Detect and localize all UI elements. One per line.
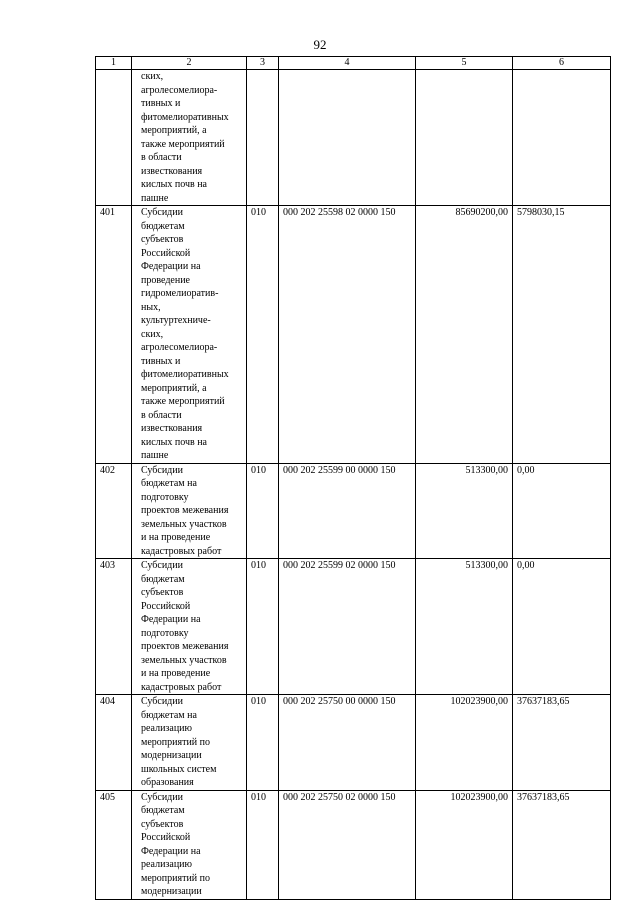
row-executed: 0,00	[513, 463, 611, 559]
row-amount: 513300,00	[416, 463, 513, 559]
row-code: 010	[247, 695, 279, 791]
table-row	[96, 206, 611, 464]
table-row	[96, 559, 611, 695]
row-name: Субсидии бюджетам на подготовку проектов межевания земельных участков и на проведение кадастровых работ	[132, 463, 247, 559]
row-number: 401	[96, 206, 132, 464]
row-executed: 37637183,65	[513, 695, 611, 791]
row-executed: 37637183,65	[513, 790, 611, 899]
row-amount: 513300,00	[416, 559, 513, 695]
row-code: 010	[247, 463, 279, 559]
row-kbk: 000 202 25599 00 0000 150	[279, 463, 416, 559]
row-number: 403	[96, 559, 132, 695]
row-code: 010	[247, 559, 279, 695]
row-executed: 5798030,15	[513, 206, 611, 464]
column-header: 3	[247, 57, 279, 70]
row-number: 404	[96, 695, 132, 791]
column-header: 5	[416, 57, 513, 70]
table-header-row	[96, 57, 611, 70]
row-amount: 102023900,00	[416, 790, 513, 899]
row-name: ских, агролесомелиора- тивных и фитомелиоративных мероприятий, а также мероприятий в области известкования кислых почв на пашне	[132, 70, 247, 206]
row-kbk: 000 202 25599 02 0000 150	[279, 559, 416, 695]
row-kbk: 000 202 25750 02 0000 150	[279, 790, 416, 899]
row-number	[96, 70, 132, 206]
budget-table	[95, 56, 611, 900]
table-body	[96, 57, 611, 900]
row-kbk: 000 202 25598 02 0000 150	[279, 206, 416, 464]
row-executed: 0,00	[513, 559, 611, 695]
column-header: 2	[132, 57, 247, 70]
row-number: 402	[96, 463, 132, 559]
row-name: Субсидии бюджетам субъектов Российской Федерации на проведение гидромелиоратив- ных, культуртехниче- ских, агролесомелиора- тивных и фитомелиоративных мероприятий, а также мероприятий в области известкования кислых почв на пашне	[132, 206, 247, 464]
column-header: 1	[96, 57, 132, 70]
table-row	[96, 463, 611, 559]
row-kbk: 000 202 25750 00 0000 150	[279, 695, 416, 791]
row-amount: 102023900,00	[416, 695, 513, 791]
page-number: 92	[313, 37, 327, 52]
row-name: Субсидии бюджетам субъектов Российской Федерации на реализацию мероприятий по модернизации	[132, 790, 247, 899]
table-row	[96, 790, 611, 899]
row-name: Субсидии бюджетам субъектов Российской Федерации на подготовку проектов межевания земельных участков и на проведение кадастровых работ	[132, 559, 247, 695]
column-header: 4	[279, 57, 416, 70]
table-row	[96, 70, 611, 206]
row-number: 405	[96, 790, 132, 899]
row-name: Субсидии бюджетам на реализацию мероприятий по модернизации школьных систем образования	[132, 695, 247, 791]
column-header: 6	[513, 57, 611, 70]
row-code: 010	[247, 206, 279, 464]
row-executed	[513, 70, 611, 206]
table-row	[96, 695, 611, 791]
row-kbk	[279, 70, 416, 206]
row-amount: 85690200,00	[416, 206, 513, 464]
row-code: 010	[247, 790, 279, 899]
row-code	[247, 70, 279, 206]
row-amount	[416, 70, 513, 206]
